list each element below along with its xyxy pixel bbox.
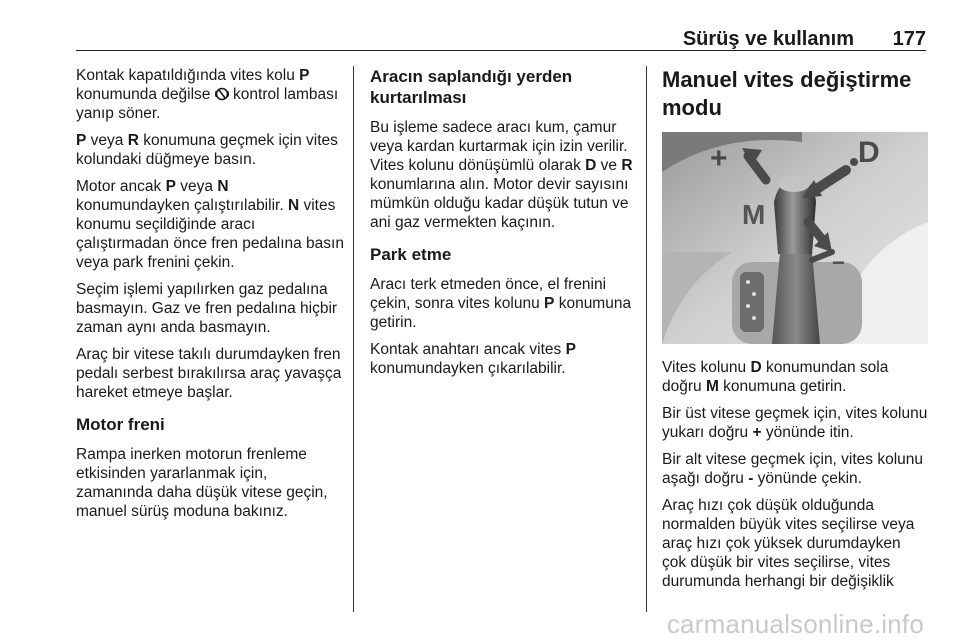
paragraph-rocking: Bu işleme sadece aracı kum, çamur veya kardan kurtarmak için izin verilir. Vites kolunu dönüşümlü olarak D ve R konumlarına alın. Motor devir sayısını mümkün olduğu kadar düşük tutun ve ani gaz vermekten kaçının.: [370, 119, 633, 231]
gear-lever-svg: [662, 132, 928, 344]
paragraph-manual-select: Vites kolunu D konumundan sola doğru M konumuna getirin.: [662, 359, 889, 395]
svg-text:M: M: [742, 199, 766, 230]
paragraph-creep: Araç bir vitese takılı durumdayken fren pedalı serbest bırakılırsa araç yavaşça hareket etmeye başlar.: [76, 346, 342, 401]
paragraph-engine-start: Motor ancak P veya N konumundayken çalıştırılabilir. N vites konumu seçildiğinde aracı çalıştırmadan önce fren pedalına basın veya park frenini çekin.: [76, 178, 344, 271]
paragraph-gear-limits: Araç hızı çok düşük olduğunda normalden büyük vites seçilirse veya araç hızı çok yüksek durumdayken çok düşük bir vites seçilirse, vites durumunda herhangi bir değişiklik: [662, 497, 915, 590]
paragraph-downshift: Bir alt vitese geçmek için, vites kolunu aşağı doğru - yönünde çekin.: [662, 451, 924, 487]
paragraph-engine-brake: Rampa inerken motorun frenleme etkisinden yararlanmak için, zamanında daha düşük vitese geçin, manuel sürüş moduna bakınız.: [76, 446, 328, 520]
page-number: 177: [892, 28, 926, 50]
paragraph-upshift: Bir üst vitese geçmek için, vites kolunu yukarı doğru + yönünde itin.: [662, 405, 928, 441]
paragraph-key-removal: Kontak anahtarı ancak vites P konumundayken çıkarılabilir.: [370, 341, 576, 377]
gear-lever-illustration: [662, 132, 928, 344]
page-section-title: Sürüş ve kullanım: [682, 28, 854, 50]
paragraph-parking: Aracı terk etmeden önce, el frenini çekin, sonra vites kolunu P konumuna getirin.: [370, 276, 632, 331]
heading-manual-mode: Manuel vites değiştirme modu: [662, 67, 912, 120]
watermark-url: carmanualsonline.info: [666, 609, 924, 639]
svg-text:+: +: [710, 142, 728, 175]
column-2: [370, 66, 638, 386]
heading-parking: Park etme: [370, 245, 452, 264]
paragraph-shift-button: P veya R konumuna geçmek için vites kolundaki düğmeye basın.: [76, 132, 338, 168]
header-rule: [76, 50, 926, 51]
column-3: [662, 66, 928, 599]
svg-text:D: D: [858, 136, 880, 169]
column-divider-2: [646, 66, 647, 612]
warning-lamp-icon: [215, 87, 229, 101]
paragraph-throttle: Seçim işlemi yapılırken gaz pedalına basmayın. Gaz ve fren pedalına hiçbir zaman aynı anda basmayın.: [76, 281, 338, 336]
column-divider-1: [353, 66, 354, 612]
page-header: [76, 28, 926, 50]
column-1: [76, 66, 344, 529]
paragraph-ignition: Kontak kapatıldığında vites kolu P konumunda değilse kontrol lambası yanıp söner.: [76, 67, 339, 122]
heading-rocking: Aracın saplandığı yerden kurtarılması: [370, 67, 573, 107]
heading-engine-brake: Motor freni: [76, 415, 165, 434]
svg-text:−: −: [832, 250, 845, 275]
